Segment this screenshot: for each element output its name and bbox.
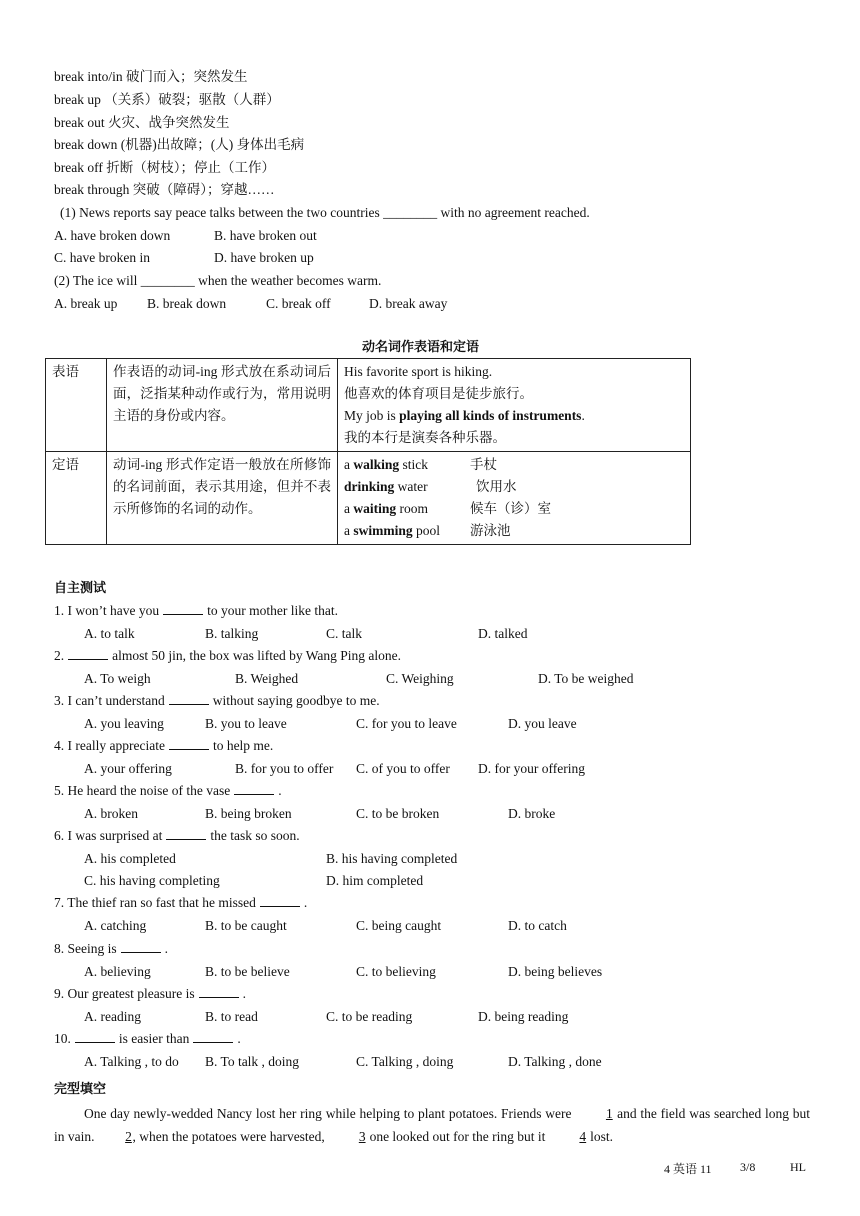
section-heading: 自主测试 bbox=[54, 581, 107, 596]
option: B. To talk , doing bbox=[205, 1054, 300, 1069]
option: C. to be reading bbox=[326, 1009, 413, 1024]
phrase-line: break off 折断（树枝）；停止（工作） bbox=[54, 160, 275, 175]
option: C. Talking , doing bbox=[356, 1054, 454, 1069]
answer-blank bbox=[199, 985, 239, 998]
option: C. being caught bbox=[356, 918, 442, 933]
option: A. believing bbox=[84, 964, 151, 979]
answer-blank bbox=[166, 827, 206, 840]
example-line: 我的本行是演奏各种乐器。 bbox=[344, 430, 506, 445]
option: B. to be caught bbox=[205, 918, 287, 933]
option: A. you leaving bbox=[84, 716, 164, 731]
phrase-line: break down (机器)出故障；(人) 身体出毛病 bbox=[54, 137, 305, 152]
answer-blank bbox=[75, 1030, 115, 1043]
option: B. to be believe bbox=[205, 964, 290, 979]
phrase-line: break out 火灾、战争突然发生 bbox=[54, 115, 230, 130]
option: D. talked bbox=[478, 626, 528, 641]
example-line: a waiting room 候车（诊）室 bbox=[344, 501, 551, 516]
example-line: a walking stick 手杖 bbox=[344, 457, 497, 472]
answer-blank bbox=[68, 647, 108, 660]
option: D. have broken up bbox=[214, 250, 314, 265]
option: C. to be broken bbox=[356, 806, 440, 821]
example-line: drinking water 饮用水 bbox=[344, 479, 517, 494]
option: D. break away bbox=[369, 296, 448, 311]
question-stem: 1. I won’t have you to your mother like that. bbox=[54, 603, 338, 618]
option: A. break up bbox=[54, 296, 118, 311]
row-label: 定语 bbox=[46, 452, 107, 545]
option: B. being broken bbox=[205, 806, 292, 821]
option: D. being reading bbox=[478, 1009, 569, 1024]
example-line: His favorite sport is hiking. bbox=[344, 364, 493, 379]
table-row bbox=[46, 452, 691, 545]
blank-number: 1 bbox=[605, 1106, 613, 1121]
option: A. his completed bbox=[84, 851, 176, 866]
phrase-line: break through 突破（障碍）；穿越…… bbox=[54, 182, 275, 197]
cloze-paragraph: One day newly-wedded Nancy lost her ring while helping to plant potatoes. Friends were 1 and the field was searched long but in vain. 2, when the potatoes were harvested, 3 one looked out for the ring but it 4 lost. bbox=[54, 1102, 810, 1148]
option: A. To weigh bbox=[84, 671, 151, 686]
row-label: 表语 bbox=[46, 359, 107, 452]
option: D. being believes bbox=[508, 964, 603, 979]
option: C. break off bbox=[266, 296, 331, 311]
footer-initials: HL bbox=[790, 1160, 806, 1174]
footer-code: 4 英语 11 bbox=[664, 1162, 712, 1176]
question-stem: 7. The thief ran so fast that he missed . bbox=[54, 895, 308, 910]
option: C. talk bbox=[326, 626, 362, 641]
question-stem: 8. Seeing is . bbox=[54, 941, 168, 956]
option: C. have broken in bbox=[54, 250, 150, 265]
row-description: 动词-ing 形式作定语一般放在所修饰的名词前面，表示其用途，但并不表示所修饰的名词的动作。 bbox=[107, 452, 338, 545]
option: C. his having completing bbox=[84, 873, 220, 888]
answer-blank bbox=[234, 782, 274, 795]
option: B. talking bbox=[205, 626, 259, 641]
answer-blank bbox=[121, 940, 161, 953]
question-stem: 5. He heard the noise of the vase . bbox=[54, 783, 282, 798]
option: B. Weighed bbox=[235, 671, 299, 686]
option: B. break down bbox=[147, 296, 227, 311]
option: D. To be weighed bbox=[538, 671, 634, 686]
option: C. for you to leave bbox=[356, 716, 457, 731]
answer-blank bbox=[169, 737, 209, 750]
option: C. to believing bbox=[356, 964, 436, 979]
option: D. you leave bbox=[508, 716, 577, 731]
example-line: 他喜欢的体育项目是徒步旅行。 bbox=[344, 386, 533, 401]
option: A. catching bbox=[84, 918, 147, 933]
question-stem: 4. I really appreciate to help me. bbox=[54, 738, 274, 753]
option: D. broke bbox=[508, 806, 556, 821]
question-stem: 3. I can’t understand without saying goodbye to me. bbox=[54, 693, 380, 708]
question-stem: (2) The ice will ________ when the weather becomes warm. bbox=[54, 273, 382, 288]
answer-blank bbox=[260, 894, 300, 907]
question-stem: 2. almost 50 jin, the box was lifted by Wang Ping alone. bbox=[54, 648, 402, 663]
option: A. have broken down bbox=[54, 228, 171, 243]
grammar-table bbox=[45, 358, 691, 545]
option: A. reading bbox=[84, 1009, 141, 1024]
blank-number: 3 bbox=[358, 1129, 366, 1144]
answer-blank bbox=[163, 602, 203, 615]
footer-page: 3/8 bbox=[740, 1160, 756, 1174]
question-stem: 10. is easier than . bbox=[54, 1031, 241, 1046]
option: D. for your offering bbox=[478, 761, 585, 776]
option: D. Talking , done bbox=[508, 1054, 602, 1069]
answer-blank bbox=[193, 1030, 233, 1043]
question-stem: 6. I was surprised at the task so soon. bbox=[54, 828, 300, 843]
row-examples bbox=[338, 452, 691, 545]
row-description: 作表语的动词-ing 形式放在系动词后面，泛指某种动作或行为，常用说明主语的身份或内容。 bbox=[107, 359, 338, 452]
option: C. Weighing bbox=[386, 671, 454, 686]
option: A. Talking , to do bbox=[84, 1054, 179, 1069]
blank-number: 4 bbox=[579, 1129, 587, 1144]
option: A. to talk bbox=[84, 626, 135, 641]
example-line: My job is playing all kinds of instruments. bbox=[344, 408, 585, 423]
option: A. broken bbox=[84, 806, 138, 821]
option: C. of you to offer bbox=[356, 761, 450, 776]
table-row bbox=[46, 359, 691, 452]
option: B. his having completed bbox=[326, 851, 458, 866]
row-examples bbox=[338, 359, 691, 452]
question-stem: 9. Our greatest pleasure is . bbox=[54, 986, 246, 1001]
blank-number: 2 bbox=[125, 1129, 132, 1144]
table-title: 动名词作表语和定语 bbox=[362, 340, 480, 355]
option: B. to read bbox=[205, 1009, 258, 1024]
option: B. you to leave bbox=[205, 716, 287, 731]
option: D. him completed bbox=[326, 873, 424, 888]
phrase-line: break into/in 破门而入；突然发生 bbox=[54, 69, 248, 84]
answer-blank bbox=[169, 692, 209, 705]
option: B. have broken out bbox=[214, 228, 317, 243]
phrase-line: break up （关系）破裂；驱散（人群） bbox=[54, 92, 280, 107]
section-heading: 完型填空 bbox=[54, 1082, 107, 1097]
option: B. for you to offer bbox=[235, 761, 334, 776]
question-stem: (1) News reports say peace talks between the two countries ________ with no agreement reached. bbox=[60, 205, 590, 220]
example-line: a swimming pool 游泳池 bbox=[344, 523, 511, 538]
option: D. to catch bbox=[508, 918, 567, 933]
option: A. your offering bbox=[84, 761, 172, 776]
